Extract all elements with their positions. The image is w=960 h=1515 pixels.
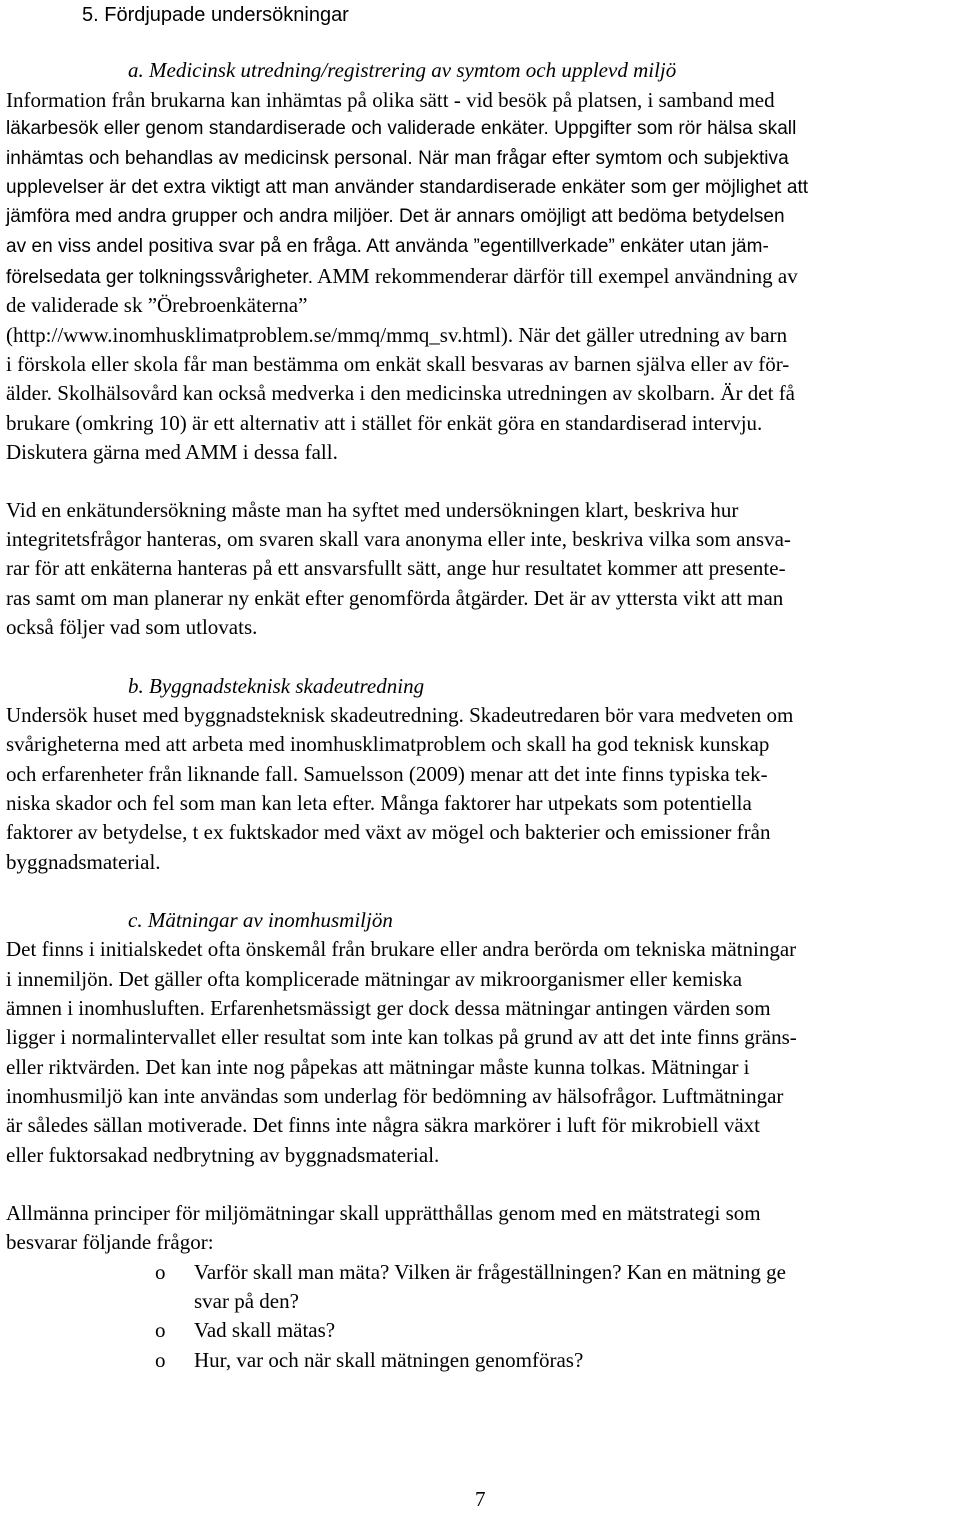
section-a-line — [6, 325, 787, 346]
bullet-text-continued: svar på den? — [194, 1289, 299, 1313]
section-b-line: byggnadsmaterial. — [6, 850, 161, 874]
section-c-p2-line: Allmänna principer för miljömätningar skall upprätthållas genom med en mätstrategi som — [6, 1201, 761, 1225]
section-b-line: och erfarenheter från liknande fall. Samuelsson (2009) menar att det inte finns typiska tek- — [6, 762, 768, 786]
bullet-marker: o — [155, 1348, 166, 1372]
page-number: 7 — [475, 1487, 486, 1511]
section-b-title: b. Byggnadsteknisk skadeutredning — [128, 674, 425, 698]
section-a-p2-line: rar för att enkäterna hanteras på ett ansvarsfullt sätt, ange hur resultatet kommer att presente- — [6, 556, 786, 580]
section-c-line: Det finns i initialskedet ofta önskemål från brukare eller andra berörda om tekniska mätningar — [6, 937, 797, 961]
section-a-fragment: inhämtas och behandlas av medicinsk personal. — [6, 148, 413, 169]
section-a-line: Diskutera gärna med AMM i dessa fall. — [6, 440, 338, 464]
section-a-fragment: förelsedata ger tolkningssvårigheter. — [6, 267, 314, 288]
section-a-line: upplevelser är det extra viktigt att man använder standardiserade enkäter som ger möjlighet att — [6, 177, 809, 198]
section-heading: 5. Fördjupade undersökningar — [82, 4, 349, 26]
bullet-marker: o — [155, 1260, 166, 1284]
bullet-marker: o — [155, 1318, 166, 1342]
section-a-p2-line: Vid en enkätundersökning måste man ha syftet med undersökningen klart, beskriva hur — [6, 498, 739, 522]
section-c-line: eller fuktorsakad nedbrytning av byggnadsmaterial. — [6, 1143, 440, 1167]
section-a-fragment: (http://www.inomhusklimatproblem.se/mmq/mmq_sv.html). — [6, 323, 514, 347]
section-b-line: svårigheterna med att arbeta med inomhusklimatproblem och skall ha god teknisk kunskap — [6, 732, 770, 756]
section-c-p2-line: besvarar följande frågor: — [6, 1230, 214, 1254]
section-a-p2-line: också följer vad som utlovats. — [6, 615, 258, 639]
bullet-text: Varför skall man mäta? Vilken är frågeställningen? Kan en mätning ge — [194, 1260, 786, 1284]
section-b-line: faktorer av betydelse, t ex fuktskador med växt av mögel och bakterier och emissioner från — [6, 820, 771, 844]
section-a-fragment: När det gäller utredning av barn — [513, 323, 788, 347]
section-a-fragment: När man frågar efter symtom och subjektiva — [412, 148, 789, 169]
section-a-p2-line: integritetsfrågor hanteras, om svaren skall vara anonyma eller inte, beskriva vilka som ansva- — [6, 527, 791, 551]
bullet-text: Vad skall mätas? — [194, 1318, 336, 1342]
section-a-fragment: AMM rekommenderar därför till exempel användning av — [313, 264, 798, 288]
section-c-line: i innemiljön. Det gäller ofta komplicerade mätningar av mikroorganismer eller kemiska — [6, 967, 743, 991]
section-a-title: a. Medicinsk utredning/registrering av symtom och upplevd miljö — [128, 58, 677, 82]
section-c-line: ligger i normalintervallet eller resultat som inte kan tolkas på grund av att det inte finns gräns- — [6, 1025, 797, 1049]
section-a-line: jämföra med andra grupper och andra miljöer. Det är annars omöjligt att bedöma betydelsen — [6, 206, 785, 227]
section-c-line: ämnen i inomhusluften. Erfarenhetsmässigt ger dock dessa mätningar antingen värden som — [6, 996, 771, 1020]
section-a-line: läkarbesök eller genom standardiserade och validerade enkäter. Uppgifter som rör hälsa skall — [6, 118, 797, 139]
section-a-p2-line: ras samt om man planerar ny enkät efter genomförda åtgärder. Det är av yttersta vikt att man — [6, 586, 784, 610]
section-b-line: niska skador och fel som man kan leta efter. Många faktorer har utpekats som potentiella — [6, 791, 752, 815]
section-a-line: i förskola eller skola får man bestämma om enkät skall besvaras av barnen själva eller av för- — [6, 352, 790, 376]
section-c-line: är således sällan motiverade. Det finns inte några säkra markörer i luft för mikrobiell växt — [6, 1113, 760, 1137]
section-a-line: av en viss andel positiva svar på en fråga. Att använda ”egentillverkade” enkäter utan jäm- — [6, 236, 769, 257]
section-c-line: inomhusmiljö kan inte användas som underlag för bedömning av hälsofrågor. Luftmätningar — [6, 1084, 784, 1108]
section-c-title: c. Mätningar av inomhusmiljön — [128, 908, 393, 932]
section-a-line: de validerade sk ”Örebroenkäterna” — [6, 293, 308, 317]
section-a-line: brukare (omkring 10) är ett alternativ att i stället för enkät göra en standardiserad intervju. — [6, 411, 763, 435]
bullet-text: Hur, var och när skall mätningen genomföras? — [194, 1348, 584, 1372]
section-a-line — [6, 266, 798, 287]
section-c-line: eller riktvärden. Det kan inte nog påpekas att mätningar måste kunna tolkas. Mätningar i — [6, 1055, 750, 1079]
section-a-line — [6, 149, 789, 168]
section-b-line: Undersök huset med byggnadsteknisk skadeutredning. Skadeutredaren bör vara medveten om — [6, 703, 794, 727]
section-a-line: Information från brukarna kan inhämtas på olika sätt - vid besök på platsen, i samband med — [6, 88, 775, 112]
section-a-line: älder. Skolhälsovård kan också medverka i den medicinska utredningen av skolbarn. Är det få — [6, 381, 796, 405]
